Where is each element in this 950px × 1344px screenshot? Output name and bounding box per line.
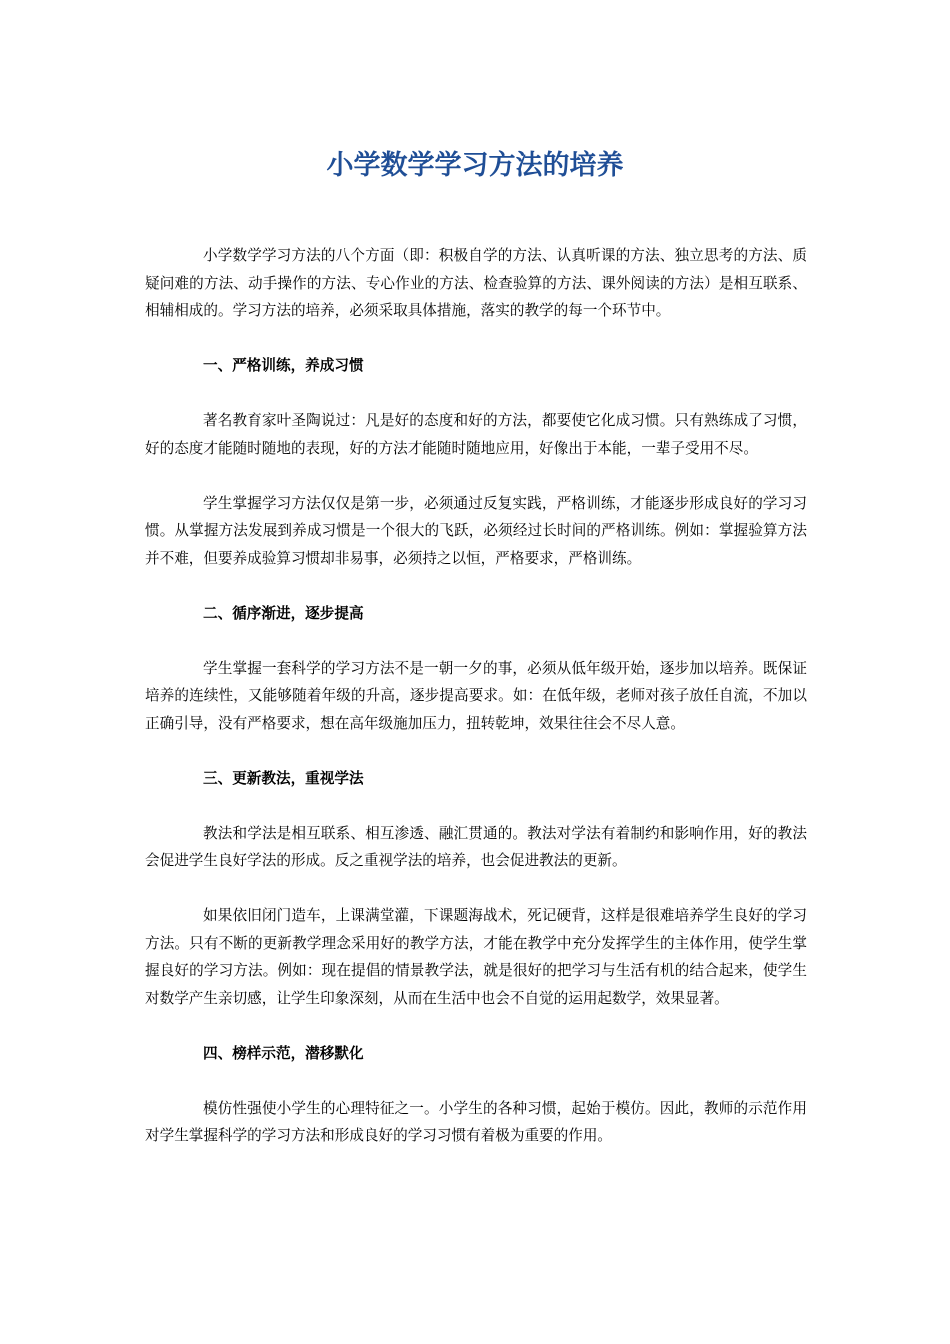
section-2-paragraph-1: 学生掌握一套科学的学习方法不是一朝一夕的事，必须从低年级开始，逐步加以培养。既保证培养的连续性，又能够随着年级的升高，逐步提高要求。如：在低年级，老师对孩子放任自流，不加以正确引导，没有严格要求，想在高年级施加压力，扭转乾坤，效果往往会不尽人意。 — [145, 659, 807, 732]
section-3-paragraph-1: 教法和学法是相互联系、相互渗透、融汇贯通的。教法对学法有着制约和影响作用，好的教法会促进学生良好学法的形成。反之重视学法的培养，也会促进教法的更新。 — [145, 824, 807, 869]
section-4-paragraph-1: 模仿性强使小学生的心理特征之一。小学生的各种习惯，起始于模仿。因此，教师的示范作用对学生掌握科学的学习方法和形成良好的学习习惯有着极为重要的作用。 — [145, 1099, 807, 1144]
section-1-heading: 一、严格训练，养成习惯 — [203, 357, 364, 374]
section-1-paragraph-1: 著名教育家叶圣陶说过：凡是好的态度和好的方法，都要使它化成习惯。只有熟练成了习惯，好的态度才能随时随地的表现，好的方法才能随时随地应用，好像出于本能，一辈子受用不尽。 — [145, 412, 807, 457]
section-1-paragraph-2: 学生掌握学习方法仅仅是第一步，必须通过反复实践，严格训练，才能逐步形成良好的学习习惯。从掌握方法发展到养成习惯是一个很大的飞跃，必须经过长时间的严格训练。例如：掌握验算方法并不难，但要养成验算习惯却非易事，必须持之以恒，严格要求，严格训练。 — [145, 494, 807, 567]
intro-paragraph: 小学数学学习方法的八个方面（即：积极自学的方法、认真听课的方法、独立思考的方法、质疑问难的方法、动手操作的方法、专心作业的方法、检查验算的方法、课外阅读的方法）是相互联系、相辅相成的。学习方法的培养，必须采取具体措施，落实的教学的每一个环节中。 — [145, 247, 807, 319]
section-2-heading: 二、循序渐进，逐步提高 — [203, 604, 364, 622]
section-3-paragraph-2: 如果依旧闭门造车，上课满堂灌，下课题海战术，死记硬背，这样是很难培养学生良好的学习方法。只有不断的更新教学理念采用好的教学方法，才能在教学中充分发挥学生的主体作用，使学生掌握良好的学习方法。例如：现在提倡的情景教学法，就是很好的把学习与生活有机的结合起来，使学生对数学产生亲切感，让学生印象深刻，从而在生活中也会不自觉的运用起数学，效果显著。 — [145, 907, 807, 1007]
document-title: 小学数学学习方法的培养 — [326, 150, 624, 181]
section-3-heading: 三、更新教法，重视学法 — [203, 769, 364, 787]
section-4-heading: 四、榜样示范，潜移默化 — [203, 1044, 364, 1062]
document-body — [145, 242, 807, 1150]
